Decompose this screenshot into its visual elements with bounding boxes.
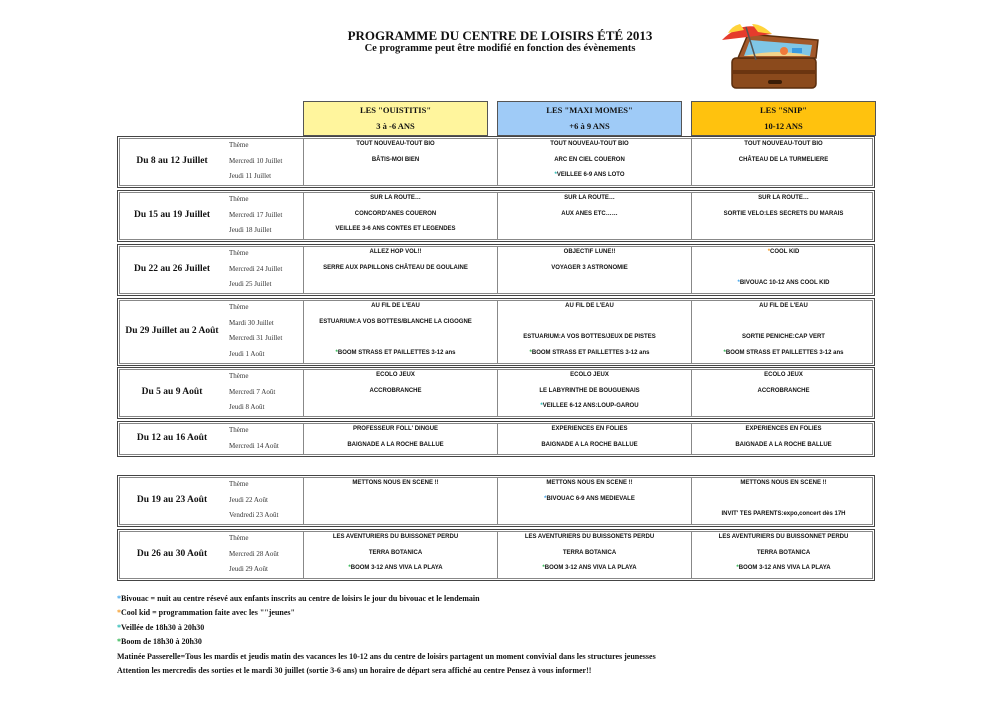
activity-cell — [303, 141, 488, 147]
activity-text: EXPERIENCES EN FOLIES — [745, 426, 822, 432]
activity-text: VEILLEE 3-6 ANS CONTES ET LEGENDES — [335, 226, 456, 233]
activity-text: SORTIE VELO:LES SECRETS DU MARAIS — [723, 210, 844, 217]
activity-cell — [691, 280, 876, 286]
activity-text: INVIT' TES PARENTS:expo,concert dès 17H — [721, 511, 846, 518]
activity-text: ACCROBRANCHE — [757, 387, 810, 394]
row-label: Thème — [229, 534, 249, 542]
activity-cell — [691, 426, 876, 432]
activity-text: BIVOUAC 10-12 ANS COOL KID — [739, 280, 830, 287]
activity-cell — [691, 303, 876, 309]
activity-cell — [691, 550, 876, 556]
legend-star-icon: * — [117, 622, 121, 632]
activity-text: BAIGNADE A LA ROCHE BALLUE — [735, 441, 832, 448]
activity-cell — [497, 388, 682, 394]
legend-note-text: Veillée de 18h30 à 20h30 — [121, 622, 205, 632]
legend-note — [117, 621, 656, 635]
row-label: Thème — [229, 372, 249, 380]
row-label: Thème — [229, 249, 249, 257]
column-header-name: LES "OUISTITIS" — [359, 105, 432, 115]
activity-text: METTONS NOUS EN SCENE !! — [352, 480, 439, 486]
activity-text: BOOM STRASS ET PAILLETTES 3-12 ans — [725, 350, 844, 357]
activity-cell — [497, 303, 682, 309]
row-label: Thème — [229, 141, 249, 149]
row-label: Thème — [229, 426, 249, 434]
activity-text: AU FIL DE L'EAU — [371, 303, 420, 309]
activity-text: VEILLEE 6-9 ANS LOTO — [556, 172, 625, 179]
activity-cell — [497, 496, 682, 502]
column-header — [497, 101, 682, 136]
activity-text: BÂTIS-MOI BIEN — [371, 156, 420, 163]
activity-cell — [691, 334, 876, 340]
column-header — [303, 101, 488, 136]
row-label: Mercredi 7 Août — [229, 387, 276, 396]
beach-suitcase-logo — [718, 18, 828, 93]
activity-text: BOOM 3-12 ANS VIVA LA PLAYA — [350, 565, 443, 572]
activity-cell — [497, 442, 682, 448]
activity-cell — [691, 195, 876, 201]
activity-text: BOOM 3-12 ANS VIVA LA PLAYA — [544, 565, 637, 572]
week-block — [117, 367, 877, 419]
activity-cell — [497, 249, 682, 255]
legend-note — [117, 606, 656, 620]
legend-star-icon: * — [529, 350, 532, 357]
legend-notes — [117, 592, 656, 678]
activity-text: ARC EN CIEL COUERON — [554, 156, 625, 163]
activity-cell — [691, 141, 876, 147]
column-header-name: LES "SNIP" — [760, 105, 807, 115]
legend-star-icon: * — [540, 403, 543, 410]
legend-note-text: Matinée Passerelle=Tous les mardis et jeudis matin des vacances les 10-12 ans du centre de loisirs partagent un moment convivial dans les structures jeunesses — [117, 651, 656, 661]
week-period: Du 5 au 9 Août — [141, 387, 203, 397]
row-label: Mercredi 28 Août — [229, 549, 279, 558]
activity-cell — [303, 480, 488, 486]
activity-text: SERRE AUX PAPILLONS CHÂTEAU DE GOULAINE — [323, 264, 468, 271]
week-period: Du 12 au 16 Août — [136, 433, 208, 443]
activity-text: TOUT NOUVEAU-TOUT BIO — [550, 141, 629, 147]
activity-cell — [497, 403, 682, 409]
week-period: Du 8 au 12 Juillet — [136, 156, 208, 166]
activity-cell — [497, 265, 682, 271]
activity-cell — [303, 550, 488, 556]
week-period: Du 22 au 26 Juillet — [133, 264, 210, 274]
activity-text: EXPERIENCES EN FOLIES — [551, 426, 628, 432]
activity-cell — [497, 195, 682, 201]
activity-text: SUR LA ROUTE… — [370, 195, 421, 201]
activity-cell — [497, 372, 682, 378]
legend-star-icon: * — [554, 172, 557, 179]
activity-text: LE LABYRINTHE DE BOUGUENAIS — [539, 387, 640, 394]
activity-cell — [303, 534, 488, 540]
activity-text: AUX ANES ETC…… — [561, 210, 618, 217]
legend-star-icon: * — [117, 637, 121, 647]
column-header-name: LES "MAXI MOMES" — [546, 105, 633, 115]
week-block — [117, 190, 877, 242]
activity-text: METTONS NOUS EN SCENE !! — [546, 480, 633, 486]
row-label: Thème — [229, 195, 249, 203]
row-label: Jeudi 18 Juillet — [229, 226, 272, 235]
activity-cell — [691, 372, 876, 378]
row-label: Mardi 30 Juillet — [229, 318, 274, 327]
activity-cell — [691, 534, 876, 540]
week-block — [117, 421, 877, 457]
activity-cell — [303, 195, 488, 201]
activity-cell — [303, 350, 488, 356]
row-label: Jeudi 11 Juillet — [229, 172, 272, 181]
activity-text: ESTUARIUM:A VOS BOTTES/JEUX DE PISTES — [523, 334, 656, 341]
activity-cell — [303, 319, 488, 325]
activity-text: AU FIL DE L'EAU — [759, 303, 808, 309]
legend-note-text: Bivouac = nuit au centre résevé aux enfants inscrits au centre de loisirs le jour du bivouac et le lendemain — [121, 594, 480, 603]
activity-text: CONCORD'ANES COUERON — [354, 210, 437, 217]
legend-note-text: Cool kid = programmation faite avec les ""jeunes" — [121, 608, 295, 618]
legend-note — [117, 650, 656, 664]
activity-text: ECOLO JEUX — [376, 372, 415, 378]
legend-star-icon: * — [737, 280, 740, 287]
column-header-age: 10-12 ANS — [764, 121, 803, 131]
activity-text: METTONS NOUS EN SCENE !! — [740, 480, 827, 486]
activity-cell — [303, 226, 488, 232]
activity-text: ESTUARIUM:A VOS BOTTES/BLANCHE LA CIGOGNE — [319, 318, 472, 325]
legend-star-icon: * — [723, 350, 726, 357]
activity-cell — [303, 303, 488, 309]
activity-cell — [303, 388, 488, 394]
row-label: Mercredi 17 Juillet — [229, 210, 283, 219]
activity-text: VEILLEE 6-12 ANS:LOUP-GAROU — [542, 403, 639, 410]
row-label: Mercredi 31 Juillet — [229, 334, 283, 343]
activity-cell — [303, 565, 488, 571]
activity-text: PROFESSEUR FOLL' DINGUE — [352, 426, 439, 432]
activity-text: CHÂTEAU DE LA TURMELIERE — [738, 156, 829, 163]
week-block — [117, 136, 877, 188]
activity-cell — [691, 388, 876, 394]
activity-text: BAIGNADE A LA ROCHE BALLUE — [347, 441, 444, 448]
legend-star-icon: * — [544, 495, 547, 502]
page-title: PROGRAMME DU CENTRE DE LOISIRS ÉTÉ 2013 — [347, 28, 653, 43]
activity-text: AU FIL DE L'EAU — [565, 303, 614, 309]
activity-text: TERRA BOTANICA — [756, 549, 811, 556]
activity-cell — [497, 141, 682, 147]
activity-text: LES AVENTURIERS DU BUISSONETS PERDU — [524, 534, 655, 540]
activity-cell — [303, 265, 488, 271]
activity-text: TOUT NOUVEAU-TOUT BIO — [356, 141, 435, 147]
activity-text: TOUT NOUVEAU-TOUT BIO — [744, 141, 823, 147]
activity-cell — [497, 534, 682, 540]
activity-cell — [497, 550, 682, 556]
legend-note — [117, 664, 656, 678]
legend-note-text: Boom de 18h30 à 20h30 — [121, 637, 202, 647]
activity-text: ACCROBRANCHE — [369, 387, 422, 394]
activity-cell — [497, 350, 682, 356]
activity-text: ECOLO JEUX — [570, 372, 609, 378]
activity-cell — [303, 211, 488, 217]
activity-cell — [303, 249, 488, 255]
page-subtitle: Ce programme peut être modifié en fonction des évènements — [364, 43, 636, 54]
legend-star-icon: * — [736, 565, 739, 572]
activity-text: LES AVENTURIERS DU BUISSONNET PERDU — [718, 534, 849, 540]
legend-star-icon: * — [335, 350, 338, 357]
activity-cell — [497, 211, 682, 217]
row-label: Jeudi 25 Juillet — [229, 280, 272, 289]
row-label: Mercredi 10 Juillet — [229, 156, 283, 165]
activity-cell — [497, 334, 682, 340]
activity-cell — [691, 511, 876, 517]
activity-text: ALLEZ HOP VOL!! — [369, 249, 422, 255]
legend-note — [117, 592, 656, 606]
week-period: Du 19 au 23 Août — [136, 495, 208, 505]
row-label: Mercredi 24 Juillet — [229, 264, 283, 273]
activity-cell — [303, 157, 488, 163]
activity-text: VOYAGER 3 ASTRONOMIE — [551, 264, 628, 271]
legend-note-text: Attention les mercredis des sorties et le mardi 30 juillet (sortie 3-6 ans) un horaire de départ sera affiché au centre Pensez à vous informer!! — [117, 666, 592, 676]
activity-cell — [691, 480, 876, 486]
activity-cell — [497, 157, 682, 163]
activity-text: TERRA BOTANICA — [368, 549, 423, 556]
activity-text: COOL KID — [770, 249, 800, 255]
week-block — [117, 244, 877, 296]
legend-star-icon: * — [117, 608, 121, 618]
week-block — [117, 298, 877, 366]
column-header-age: +6 à 9 ANS — [569, 121, 610, 131]
activity-text: SORTIE PENICHE:CAP VERT — [742, 334, 825, 341]
row-label: Vendredi 23 Août — [229, 511, 279, 520]
activity-text: BIVOUAC 6-9 ANS MEDIEVALE — [546, 495, 635, 502]
legend-star-icon: * — [542, 565, 545, 572]
row-label: Jeudi 22 Août — [229, 495, 268, 504]
activity-cell — [303, 426, 488, 432]
row-label: Jeudi 8 Août — [229, 403, 265, 412]
activity-cell — [691, 350, 876, 356]
activity-text: BAIGNADE A LA ROCHE BALLUE — [541, 441, 638, 448]
activity-text: SUR LA ROUTE… — [758, 195, 809, 201]
row-label: Mercredi 14 Août — [229, 441, 279, 450]
legend-star-icon: * — [767, 249, 771, 255]
legend-star-icon: * — [348, 565, 351, 572]
row-label: Jeudi 1 Août — [229, 350, 265, 359]
activity-cell — [497, 480, 682, 486]
activity-text: SUR LA ROUTE… — [564, 195, 615, 201]
week-period: Du 29 Juillet au 2 Août — [125, 326, 219, 336]
activity-text: BOOM 3-12 ANS VIVA LA PLAYA — [738, 565, 831, 572]
legend-star-icon: * — [117, 594, 121, 603]
activity-cell — [691, 157, 876, 163]
row-label: Jeudi 29 Août — [229, 565, 268, 574]
activity-text: BOOM STRASS ET PAILLETTES 3-12 ans — [337, 350, 456, 357]
activity-cell — [497, 565, 682, 571]
activity-cell — [691, 249, 876, 255]
week-block — [117, 475, 877, 527]
activity-text: ECOLO JEUX — [764, 372, 803, 378]
activity-text: OBJECTIF LUNE!! — [563, 249, 616, 255]
week-period: Du 26 au 30 Août — [136, 549, 208, 559]
week-block — [117, 529, 877, 581]
activity-cell — [497, 172, 682, 178]
row-label: Thème — [229, 480, 249, 488]
activity-text: BOOM STRASS ET PAILLETTES 3-12 ans — [531, 350, 650, 357]
activity-cell — [691, 211, 876, 217]
activity-text: LES AVENTURIERS DU BUISSONET PERDU — [332, 534, 459, 540]
column-header-age: 3 à -6 ANS — [376, 121, 415, 131]
column-header — [691, 101, 876, 136]
week-period: Du 15 au 19 Juillet — [133, 210, 210, 220]
row-label: Thème — [229, 303, 249, 311]
activity-cell — [691, 442, 876, 448]
activity-cell — [303, 372, 488, 378]
activity-text: TERRA BOTANICA — [562, 549, 617, 556]
activity-cell — [497, 426, 682, 432]
activity-cell — [691, 565, 876, 571]
activity-cell — [303, 442, 488, 448]
legend-note — [117, 635, 656, 649]
